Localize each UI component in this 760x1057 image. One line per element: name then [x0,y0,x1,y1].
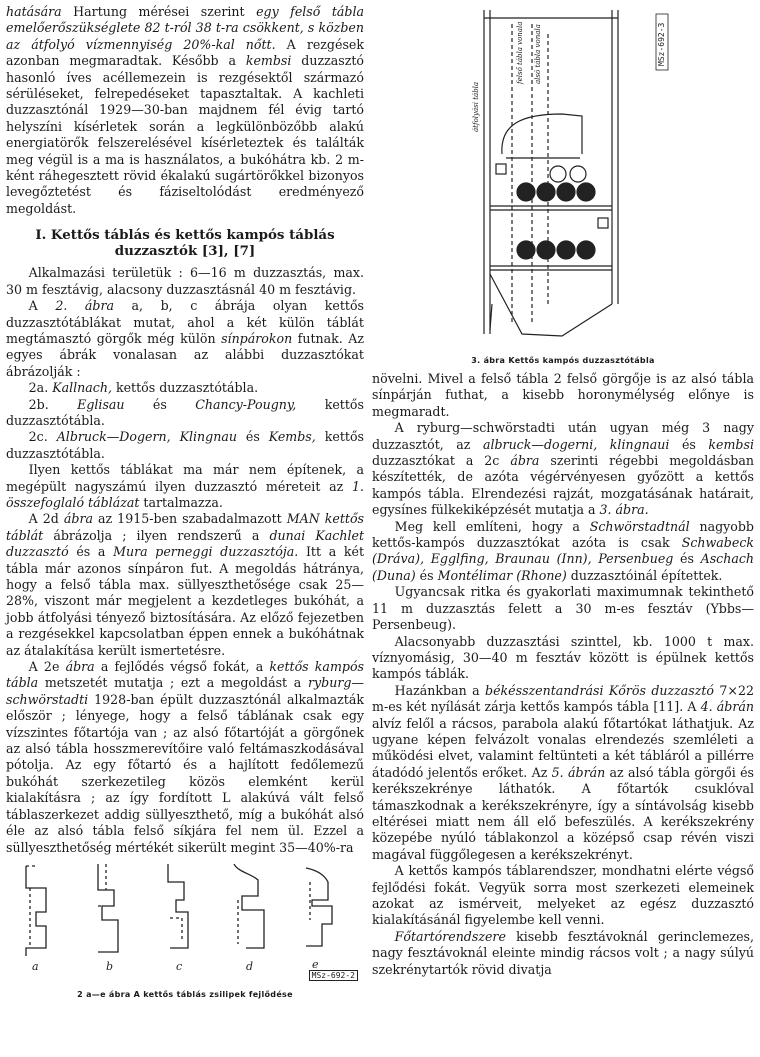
figure-3-caption: 3. ábra Kettős kampós duzzasztótábla [471,356,655,365]
fig2-letter-b: b [106,959,114,973]
list-item: 2c. Albruck—Dogern, Klingnau és Kembs, kettős duzzasztótábla. [6,429,364,461]
paragraph: Hazánkban a békésszentandrási Kőrös duzzasztó 7×22 m-es két nyílását zárja kettős kampós tábla [11]. A 4. ábrán alvíz felől a rácsos, parabola alakú főtartókat láthatjuk. Az ugyane képen felvázolt vonalas elrendezés szemléleti a működési elvet, valamint feltünteti a két tábláról a pillérre átadódó jelentős erőket. Az 5. ábrán az alsó tábla görgői és kerékszekrénye láthatók. A főtartók csuklóval támaszkodnak a kerékszekrényre, így a síntávolság kisebb eltérései miatt nem áll elő befeszülés. A kerékszekrény közepébe nyúló táblakonzol a középső csap révén viszi magával függőlegesen a kerékszekrényt. [372,682,755,862]
right-column [372,4,754,978]
paragraph: Ugyancsak ritka és gyakorlati maximumnak tekinthető 11 m duzzasztás felett a 30 m-es fesztáv (Ybbs—Persenbeug). [372,584,754,633]
paragraph: hatására Hartung mérései szerint egy felső tábla emelőerőszükséglete 82 t-ról 38 t-ra csökkent, s közben az átfolyó vízmennyiség 20%-kal nőtt. A rezgések azonban megmaradtak. Később a kembsi duzzasztó hasonló íves acéllemezein is rezgésektől származó sérüléseket, felrepedéseket tapasztaltak. A kachleti duzzasztónál 1929—30-ban majdnem fél évig tartó helyszíni kísérletek során a legkülönbözőbb alakú energiatörők felszerelésével kísérleteztek és találták meg végül is a ma is használatos, a bukóhátra kb. 2 m-ként ráhegesztett rövid ékalakú sugártörőkkel bizonyos levegőztetést és fáziseltolódást eredményező megoldást. [6,4,365,216]
paragraph: Alkalmazási területük : 6—16 m duzzasztás, max. 30 m fesztávig, alacsony duzzasztásnál 40 m fesztávig. [6,265,364,297]
left-column [6,4,364,999]
figure-2 [6,860,364,978]
paragraph: Meg kell említeni, hogy a Schwörstadtnál nagyobb kettős-kampós duzzasztókat azóta is csak Schwabeck (Dráva), Egglfing, Braunau (Inn), Persenbueg és Aschach (Duna) és Montélimar (Rhone) duzzasztóinál építettek. [372,518,754,583]
paragraph: A 2d ábra az 1915-ben szabadalmazott MAN kettős táblát ábrázolja ; ilyen rendszerű a dunai Kachlet duzzasztó és a Mura perneggi duzzasztója. Itt a két tábla már azonos sínpáron fut. A megoldás hátránya, hogy a felső tábla max. süllyeszthetősége csak 25—28%, viszont már megjelent a kezdetleges bukóhát, a jobb átfolyási tényező biztosítására. Az előző fejezetben a rezgésekkel kapcsolatban éppen ennek a bukóhátnak az átalakítása került ismertetésre. [6,511,365,658]
fig2-letter-d: d [246,959,254,973]
fig3-label-upper: felső tábla vonala [516,21,524,84]
figure-2-caption: 2 a—e ábra A kettős táblás zsilipek fejlődése [77,989,293,999]
fig2-letter-c: c [176,959,183,973]
list-item: 2a. Kallnach, kettős duzzasztótábla. [28,380,259,396]
figure-3 [372,4,754,354]
paragraph: Alacsonyabb duzzasztási szinttel, kb. 1000 t max. víznyomásig, 30—40 m fesztáv között is épülnek kettős kampós táblák. [372,633,754,682]
fig2-letter-e: e [312,957,319,971]
paragraph: A kettős kampós táblarendszer, mondhatni elérte végső fejlődési fokát. Vegyük sorra most szerkezeti elemeinek azokat az ismérveit, melyeket az egész duzzasztó kialakításánál figyelembe kell venni. [372,863,754,928]
figure-3-stamp: MSz-692-3 [657,22,666,66]
paragraph: Ilyen kettős táblákat ma már nem építenek, a megépült nagyszámú ilyen duzzasztó méreteit az 1. összefoglaló táblázat tartalmazza. [6,462,364,510]
paragraph: növelni. Mivel a felső tábla 2 felső görgője is az alsó tábla sínpárján futhat, a kisebb horonymélység előnye is megmaradt. [372,371,754,419]
fig3-label-lower: alsó tábla vonala [534,24,542,84]
section-heading: I. Kettős táblás és kettős kampós táblás duzzasztók [3], [7] [35,227,335,260]
paragraph: A 2e ábra a fejlődés végső fokát, a kettős kampós tábla metszetét mutatja ; ezt a megoldást a ryburg—schwörstadti 1928-ban épült duzzasztónál alkalmazták először ; lényege, hogy a felső táblának csak egy vízszintes főtartója van ; az alsó főtartóját a görgőnek az alsó tábla hosszmerevítőire való feltámaszkodásával pótolja. Az egy főtartó és a hajlított fedőlemezű bukóhát szerkezetileg közös elemként kerül kialakításra ; az így fordított L alakúvá vált felső táblaszerkezet addig süllyeszthető, míg a bukóhát alsó éle az alsó tábla felső síkjára fel nem ül. Ezzel a süllyeszthetőség mértékét sikerült megint 35—40%-ra [6,659,364,855]
figure-2-drawing [6,860,364,978]
fig2-letter-a: a [32,959,39,973]
figure-3-drawing [372,4,754,354]
list-item: 2b. Eglisau és Chancy-Pougny, kettős duzzasztótábla. [6,396,364,428]
paragraph: A 2. ábra a, b, c ábrája olyan kettős duzzasztótáblákat mutat, ahol a két külön táblát megtámasztó görgők még külön sínpárokon futnak. Az egyes ábrák vonalasan az alábbi duzzasztókat ábrázolják : [6,298,364,379]
paragraph: Főtartórendszere kisebb fesztávoknál gerinclemezes, nagy fesztávoknál eleinte mindig rácsos volt ; a nagy súlyú szekrénytartók rövid divatja [372,928,754,977]
paragraph: A ryburg—schwörstadti után ugyan még 3 nagy duzzasztót, az albruck—dogerni, klingnaui és kembsi duzzasztókat a 2c ábra szerinti régebbi megoldásban készítették, de azóta végérvényesen győzött a kettős kampós tábla. Elrendezési rajzát, mozgatásának határait, egysínes fülkekiképzését mutatja a 3. ábra. [372,420,754,518]
figure-2-stamp: MSz-692-2 [309,970,358,981]
fig3-label-flow: átfolyási tábla [472,81,480,132]
